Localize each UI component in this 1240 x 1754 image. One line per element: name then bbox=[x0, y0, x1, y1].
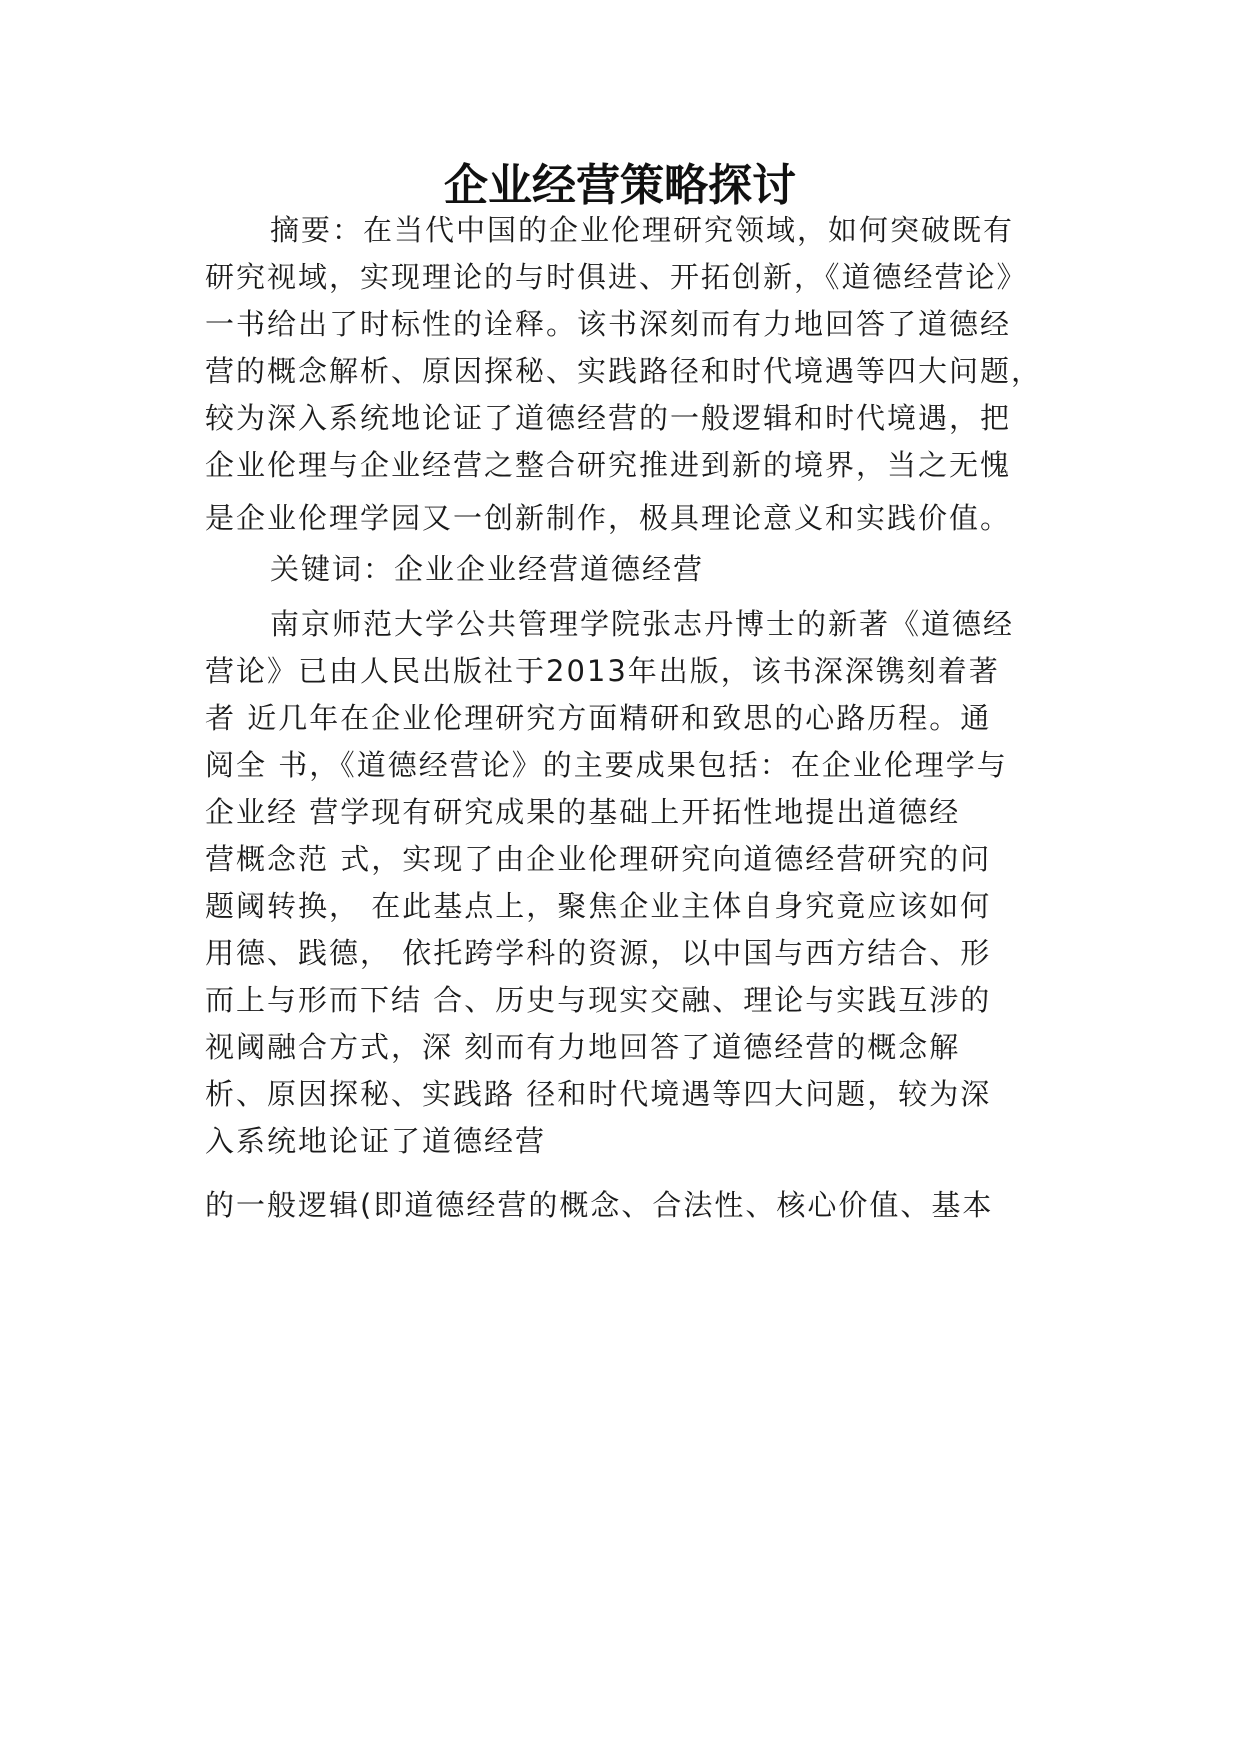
body-line-8: 用德、践德， 依托跨学科的资源，以中国与西方结合、形 bbox=[205, 936, 992, 970]
body-line-10: 视阈融合方式，深 刻而有力地回答了道德经营的概念解 bbox=[205, 1030, 961, 1064]
body-line-5: 企业经 营学现有研究成果的基础上开拓性地提出道德经 bbox=[205, 795, 961, 829]
body-line-11: 析、原因探秘、实践路 径和时代境遇等四大问题，较为深 bbox=[205, 1077, 992, 1111]
body-line-12: 入系统地论证了道德经营 bbox=[205, 1124, 547, 1158]
abstract-line-1: 摘要：在当代中国的企业伦理研究领域，如何突破既有 bbox=[270, 213, 1015, 247]
abstract-line-2: 研究视域，实现理论的与时俱进、开拓创新，《道德经营论》 bbox=[205, 260, 1028, 294]
abstract-line-4: 营的概念解析、原因探秘、实践路径和时代境遇等四大问题， bbox=[205, 354, 1043, 388]
body-line-3: 者 近几年在企业伦理研究方面精研和致思的心路历程。通 bbox=[205, 701, 992, 735]
keywords-line: 关键词：企业企业经营道德经营 bbox=[270, 552, 705, 586]
abstract-line-5: 较为深入系统地论证了道德经营的一般逻辑和时代境遇，把 bbox=[205, 401, 1012, 435]
abstract-line-6: 企业伦理与企业经营之整合研究推进到新的境界，当之无愧 bbox=[205, 448, 1012, 482]
body-line-9: 而上与形而下结 合、历史与现实交融、理论与实践互涉的 bbox=[205, 983, 992, 1017]
body-line-13: 的一般逻辑(即道德经营的概念、合法性、核心价值、基本 bbox=[205, 1188, 994, 1222]
abstract-line-7: 是企业伦理学园又一创新制作，极具理论意义和实践价值。 bbox=[205, 501, 1012, 535]
abstract-line-3: 一书给出了时标性的诠释。该书深刻而有力地回答了道德经 bbox=[205, 307, 1012, 341]
body-line-7: 题阈转换， 在此基点上，聚焦企业主体自身究竟应该如何 bbox=[205, 889, 992, 923]
body-line-2: 营论》已由人民出版社于2013年出版，该书深深镌刻着著 bbox=[205, 654, 1000, 688]
body-line-6: 营概念范 式，实现了由企业伦理研究向道德经营研究的问 bbox=[205, 842, 992, 876]
document-title: 企业经营策略探讨 bbox=[444, 160, 796, 211]
body-line-4: 阅全 书，《道德经营论》的主要成果包括：在企业伦理学与 bbox=[205, 748, 1008, 782]
body-line-1: 南京师范大学公共管理学院张志丹博士的新著《道德经 bbox=[270, 607, 1015, 641]
